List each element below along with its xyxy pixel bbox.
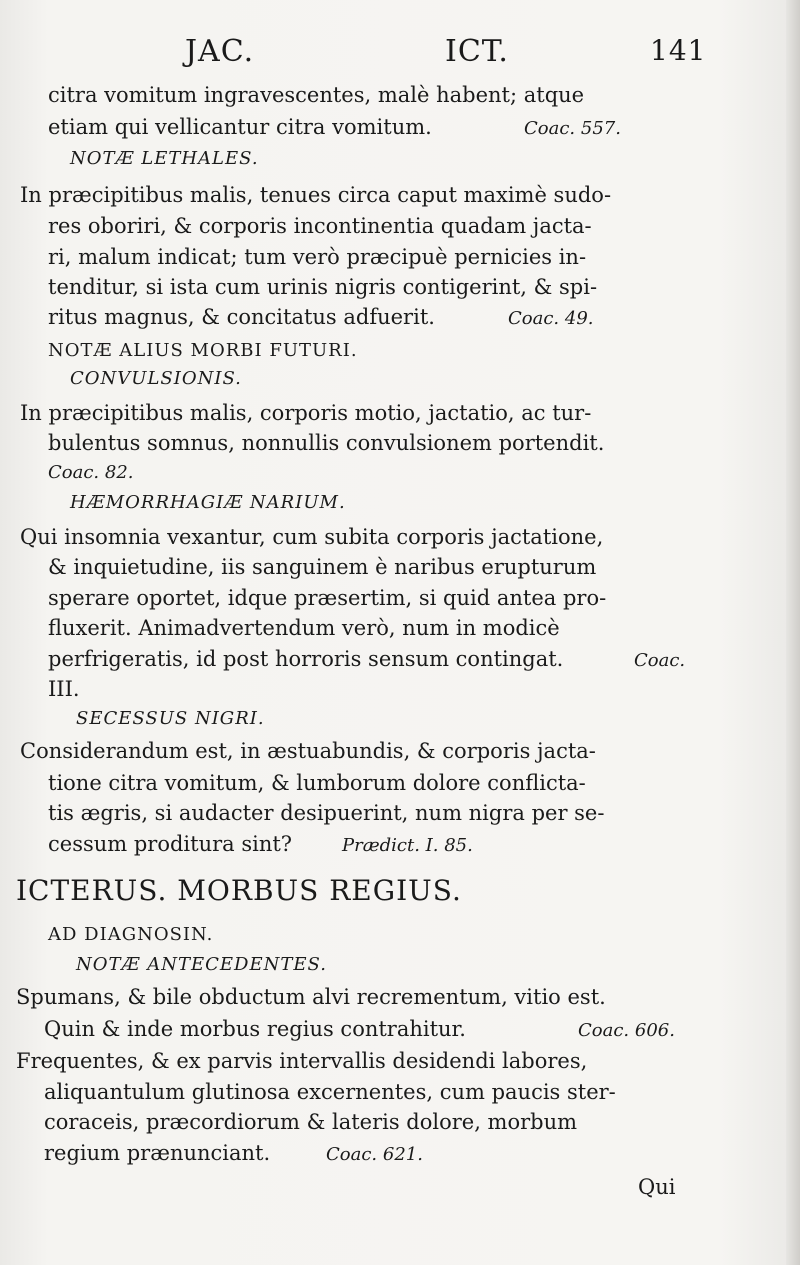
text-line: ri, malum indicat; tum verò præcipuè pernicies in- <box>48 245 587 269</box>
text-line: Quin & inde morbus regius contrahitur. <box>44 1017 466 1041</box>
catchword: Qui <box>638 1175 676 1199</box>
running-header <box>0 34 800 74</box>
text-line: bulentus somnus, nonnullis convulsionem portendit. <box>48 431 605 455</box>
reference: Prædict. I. 85. <box>342 835 473 856</box>
text-line: coraceis, præcordiorum & lateris dolore, morbum <box>44 1110 578 1134</box>
text-line: In præcipitibus malis, corporis motio, jactatio, ac tur- <box>20 401 592 425</box>
page-number: 141 <box>650 34 707 67</box>
reference: Coac. 557. <box>524 118 621 139</box>
reference: Coac. <box>634 650 686 671</box>
text-line: cessum proditura sint? <box>48 832 293 856</box>
reference: Coac. 82. <box>48 462 134 483</box>
header-left: JAC. <box>185 34 255 69</box>
reference: Coac. 606. <box>578 1020 675 1041</box>
chapter-heading: ICTERUS. MORBUS REGIUS. <box>16 874 462 907</box>
text-line: In præcipitibus malis, tenues circa caput maximè sudo- <box>20 183 612 207</box>
text-line: Qui insomnia vexantur, cum subita corporis jactatione, <box>20 525 604 549</box>
text-line: ritus magnus, & concitatus adfuerit. <box>48 305 435 329</box>
text-line: fluxerit. Animadvertendum verò, num in modicè <box>48 616 560 640</box>
text-line: Spumans, & bile obductum alvi recrementum, vitio est. <box>16 985 606 1009</box>
text-line: citra vomitum ingravescentes, malè habent; atque <box>48 83 585 107</box>
text-line: aliquantulum glutinosa excernentes, cum paucis ster- <box>44 1080 616 1104</box>
section-heading: CONVULSIONIS. <box>70 368 242 389</box>
text-line: perfrigeratis, id post horroris sensum contingat. <box>48 647 564 671</box>
text-line: sperare oportet, idque præsertim, si quid antea pro- <box>48 586 607 610</box>
text-line: res oboriri, & corporis incontinentia quadam jacta- <box>48 214 592 238</box>
section-heading: NOTÆ ANTECEDENTES. <box>76 954 327 975</box>
text-line: etiam qui vellicantur citra vomitum. <box>48 115 432 139</box>
text-line: Considerandum est, in æstuabundis, & corporis jacta- <box>20 739 596 763</box>
text-line: tenditur, si ista cum urinis nigris contigerint, & spi- <box>48 275 598 299</box>
text-line: tis ægris, si audacter desipuerint, num nigra per se- <box>48 801 605 825</box>
section-heading: NOTÆ LETHALES. <box>70 148 259 169</box>
text-line: III. <box>48 677 80 701</box>
reference: Coac. 621. <box>326 1144 423 1165</box>
text-line: & inquietudine, iis sanguinem è naribus erupturum <box>48 555 597 579</box>
text-line: Frequentes, & ex parvis intervallis desidendi labores, <box>16 1049 588 1073</box>
section-heading: HÆMORRHAGIÆ NARIUM. <box>70 492 346 513</box>
reference: Coac. 49. <box>508 308 594 329</box>
section-heading: NOTÆ ALIUS MORBI FUTURI. <box>48 340 358 361</box>
section-heading: AD DIAGNOSIN. <box>48 924 214 945</box>
header-center: ICT. <box>445 34 509 69</box>
text-line: tione citra vomitum, & lumborum dolore conflicta- <box>48 771 586 795</box>
section-heading: SECESSUS NIGRI. <box>76 708 265 729</box>
page-gutter-shadow <box>786 0 800 1265</box>
text-line: regium prænunciant. <box>44 1141 271 1165</box>
